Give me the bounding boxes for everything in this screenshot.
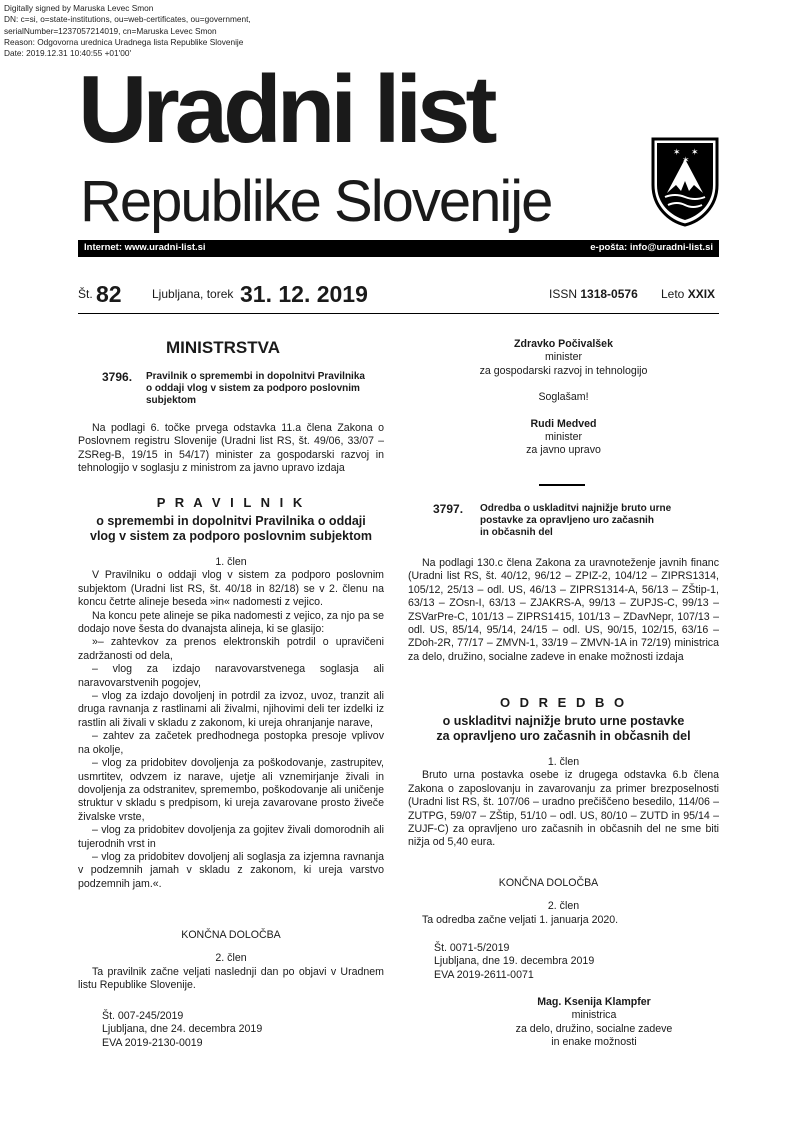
list-item: – vlog za izdajo dovoljenj in potrdil za izvoz, uvoz, tranzit ali druga ravnanja z rastlinami ali živalmi, njihovimi deli ter izdelki iz rastlin ali živali v skladu z zakonom, ki ureja ohranjanje narave,: [78, 690, 384, 729]
year-label: Leto: [661, 287, 685, 301]
preamble-text: Na podlagi 130.c člena Zakona za uravnoteženje javnih financ (Uradni list RS, št. 40/12, 96/12 – ZPIZ-2, 104/12 – ZIPRS1314, 105/12, 25/13 – odl. US, 46/13 – ZIPRS1314-A, 56/13 – ZŠtip-1, 63/13 – ZOsn-I, 63/13 – ZJAKRS-A, 99/13 – ZUPJS-C, 99/13 – ZSVarPre-C, 101/13 – ZIPRS1415, 101/13 – ZDavNepr, 107/13 – odl. US, 85/14, 95/14, 24/15 – odl. US, 90/15, 102/15, 63/16 – ZDoh-2R, 77/17 – ZMVN-1, 33/19 – ZMVN-1A in 72/19) ministrica za delo, družino, socialne zadeve in enake možnosti izdaja: [408, 557, 719, 663]
act-3796-preamble: [78, 422, 384, 476]
signer-role: in enake možnosti: [551, 1036, 637, 1049]
final-provision-heading: KONČNA DOLOČBA: [181, 929, 281, 941]
act-3797-body: [408, 756, 719, 850]
signer-role: za gospodarski razvoj in tehnologijo: [479, 364, 648, 377]
act-heading-line: postavke za opravljeno uro začasnih: [480, 515, 654, 526]
article-heading: 2. člen: [215, 952, 247, 965]
reference-eva: EVA 2019-2611-0071: [434, 968, 534, 981]
issue-place-day: Ljubljana, torek: [152, 287, 234, 301]
signature-line: Reason: Odgovorna urednica Uradnega lista Republike Slovenije: [4, 36, 244, 47]
signer-role: ministrica: [571, 1009, 617, 1022]
signer-role: minister: [544, 351, 583, 364]
document-title-line: vlog v sistem za podporo poslovnim subjektom: [90, 529, 372, 543]
document-title: [78, 514, 384, 544]
document-title-line: za opravljeno uro začasnih in občasnih del: [436, 729, 691, 743]
act-heading-line: o oddaji vlog v sistem za podporo poslovnim: [146, 383, 360, 394]
act-heading: [146, 371, 366, 407]
act-3797-final: [408, 877, 719, 927]
svg-text:✶: ✶: [682, 156, 690, 166]
document-title: [408, 714, 719, 744]
article-paragraph: Bruto urna postavka osebe iz drugega odstavka 6.b člena Zakona o zaposlovanju in zavarovanju za primer brezposelnosti (Uradni list RS, št. 107/06 – uradno prečiščeno besedilo, 114/06 – ZUTPG, 59/07 – ZŠtip, 51/10 – odl. US, 80/10 – ZUTD in 95/14 – ZUJF-C) za opravljeno uro začasnih in občasnih del ne sme biti nižja od 5,40 eura.: [408, 769, 719, 849]
list-item: – vlog za pridobitev dovoljenja za poškodovanje, zastrupitev, usmrtitev, odvzem iz narave, ujetje ali vznemirjanje živali in dovoljenja za odstranitev, spremembo, poškodovanje ali uničenje struktur v skladu s predpisom, ki ureja zavarovane prosto živeče živalske vrste,: [78, 757, 384, 823]
act-heading-line: in občasnih del: [480, 527, 553, 538]
article-paragraph: Ta pravilnik začne veljati naslednji dan po objavi v Uradnem listu Republike Slovenije.: [78, 965, 384, 992]
document-type: P R A V I L N I K: [156, 495, 306, 510]
issn-value: 1318-0576: [580, 287, 638, 301]
list-item: »– zahtevkov za prenos elektronskih potrdil o upravičeni zadržanosti od dela,: [78, 636, 384, 662]
signature-line: Date: 2019.12.31 10:40:55 +01'00': [4, 48, 132, 59]
article-heading: 1. člen: [547, 756, 580, 768]
preamble-text: Na podlagi 6. točke prvega odstavka 11.a člena Zakona o Poslovnem registru Slovenije (Uradni list RS, št. 49/06, 33/07 – ZSReg-B, 19/15 in 54/17) minister za gospodarski razvoj in tehnologijo v soglasju z ministrom za javno upravo izdaja: [78, 422, 384, 475]
svg-text:✶: ✶: [673, 148, 681, 158]
header-rule: [78, 313, 719, 314]
signature-line: serialNumber=1237057214019, cn=Maruska Levec Smon: [4, 25, 217, 36]
article-heading: 1. člen: [215, 556, 247, 568]
act-3796-final: [78, 929, 384, 993]
act-3797-reference: [434, 942, 714, 982]
document-type: O D R E D B O: [499, 695, 628, 710]
coat-of-arms-icon: [651, 135, 719, 227]
document-title-line: o spremembi in dopolnitvi Pravilnika o oddaji: [96, 514, 366, 528]
act-heading-line: Pravilnik o spremembi in dopolnitvi Pravilnika: [146, 371, 365, 382]
act-3797-signature: [474, 996, 714, 1050]
list-item: – zahtev za začetek predhodnega postopka presoje vplivov na okolje,: [78, 730, 384, 756]
website-link[interactable]: Internet: www.uradni-list.si: [84, 242, 206, 253]
signer-name: Zdravko Počivalšek: [514, 338, 613, 350]
act-3796-body: [78, 556, 384, 891]
article-paragraph: Ta odredba začne veljati 1. januarja 2020.: [422, 913, 619, 926]
act-3797-preamble: [408, 557, 719, 664]
act-number: 3797.: [433, 502, 464, 516]
masthead-contact-bar: [78, 240, 719, 257]
issue-date: 31. 12. 2019: [240, 281, 368, 307]
issn-label: ISSN: [549, 287, 578, 301]
reference-date: Ljubljana, dne 19. decembra 2019: [434, 955, 595, 968]
reference-eva: EVA 2019-2130-0019: [102, 1036, 203, 1049]
act-3796-signatures: [408, 338, 719, 458]
masthead-title: Uradni list: [78, 56, 493, 163]
list-item: – vlog za pridobitev dovoljenja za gojitev živali domorodnih ali tujerodnih vrst in: [78, 824, 384, 850]
digital-signature-block: [4, 3, 251, 59]
signer-role: za delo, družino, socialne zadeve: [515, 1022, 673, 1035]
act-divider: [539, 484, 585, 486]
masthead-subtitle: Republike Slovenije: [80, 169, 552, 234]
act-heading-line: subjektom: [146, 395, 197, 406]
act-heading: [480, 503, 710, 539]
act-heading-line: Odredba o uskladitvi najnižje bruto urne: [480, 503, 672, 514]
list-item: – vlog za izdajo naravovarstvenega soglasja ali naravovarstvenih pogojev,: [78, 663, 384, 689]
reference-number: Št. 0071-5/2019: [434, 942, 510, 954]
svg-text:✶: ✶: [691, 148, 699, 158]
act-number: 3796.: [102, 370, 133, 384]
section-title: MINISTRSTVA: [166, 338, 280, 357]
issn: [549, 287, 638, 301]
document-title-line: o uskladitvi najnižje bruto urne postavke: [442, 714, 685, 728]
year-volume: [661, 287, 715, 301]
reference-date: Ljubljana, dne 24. decembra 2019: [102, 1023, 263, 1036]
signer-role: za javno upravo: [526, 444, 601, 457]
act-3796-reference: [102, 1010, 382, 1050]
email-link[interactable]: e-pošta: info@uradni-list.si: [590, 242, 713, 253]
article-paragraph: Na koncu pete alineje se pika nadomesti z vejico, za njo pa se dodajo nove šesta do dvanajsta alineja, ki se glasijo:: [78, 609, 384, 636]
year-value: XXIX: [687, 287, 716, 301]
reference-number: Št. 007-245/2019: [102, 1010, 184, 1022]
issue-number: 82: [96, 281, 122, 307]
final-provision-heading: KONČNA DOLOČBA: [498, 877, 599, 889]
signature-line: Digitally signed by Maruska Levec Smon: [4, 3, 154, 13]
list-item: – vlog za pridobitev dovoljenj ali soglasja za izjemna ravnanja v podzemnih jamah v skladu z zakonom, ki ureja varstvo podzemnih jam.«.: [78, 850, 384, 890]
issue-number-label: Št.: [78, 287, 93, 301]
signer-name: Rudi Medved: [530, 417, 597, 430]
signer-name: Mag. Ksenija Klampfer: [537, 996, 651, 1008]
article-heading: 2. člen: [547, 900, 580, 913]
article-paragraph: V Pravilniku o oddaji vlog v sistem za podporo poslovnim subjektom (Uradni list RS, št. 40/18 in 82/18) se v 2. členu na koncu četrte alineje beseda »in« nadomesti z vejico.: [78, 569, 384, 609]
signature-line: DN: c=si, o=state-institutions, ou=web-certificates, ou=government,: [4, 14, 251, 25]
consent-text: Soglašam!: [538, 391, 589, 404]
signer-role: minister: [544, 431, 583, 444]
